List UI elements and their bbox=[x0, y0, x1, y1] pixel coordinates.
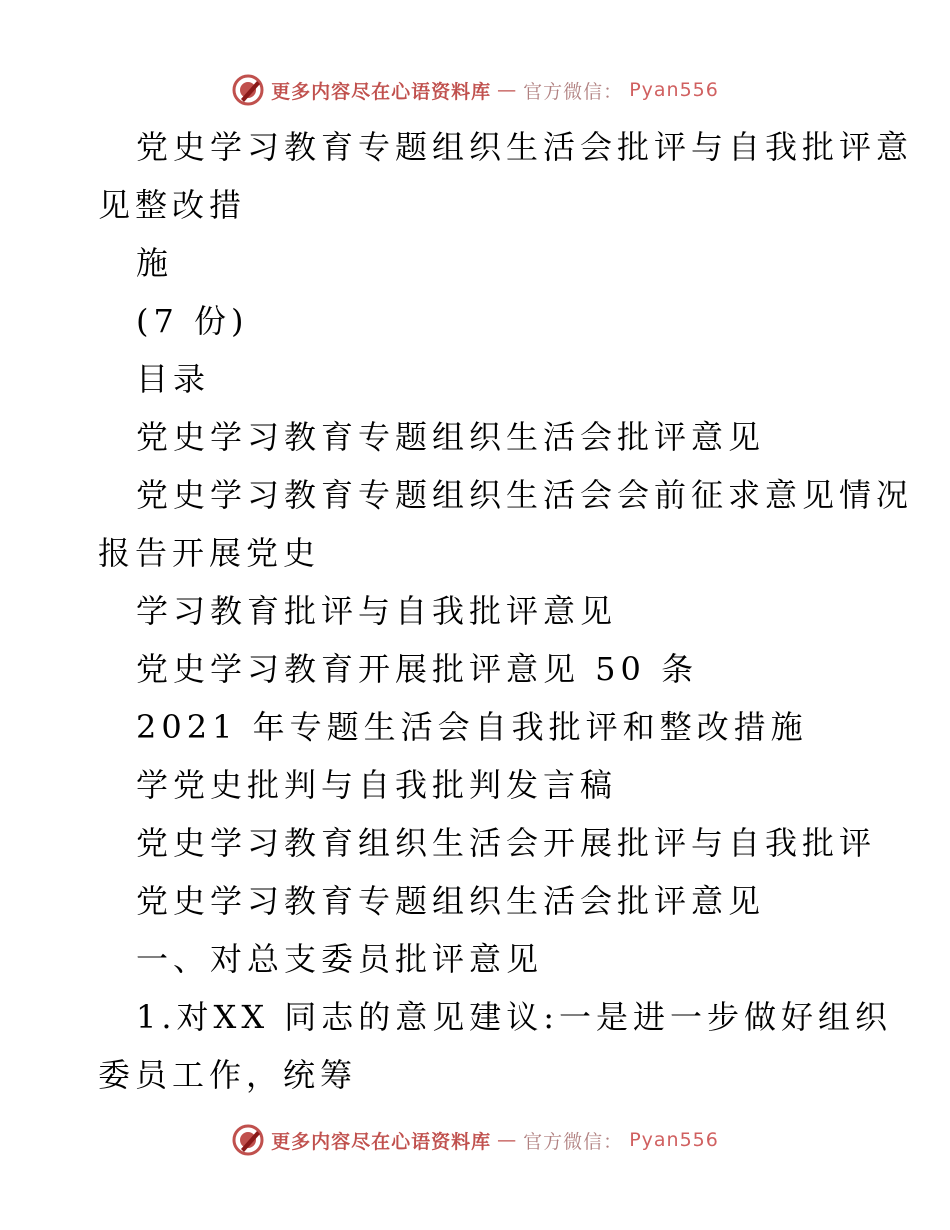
document-line: 学习教育批评与自我批评意见 bbox=[136, 592, 618, 630]
document-line: 目录 bbox=[136, 360, 211, 398]
document-line: 委员工作，统筹 bbox=[98, 1056, 358, 1094]
watermark-side-text: 官方微信： bbox=[523, 1130, 624, 1153]
watermark-wechat-id: Pyan556 bbox=[629, 1129, 719, 1151]
document-line: 党史学习教育组织生活会开展批评与自我批评 bbox=[136, 824, 877, 862]
watermark-main-text: 更多内容尽在心语资料库 bbox=[271, 80, 492, 103]
document-line: 党史学习教育专题组织生活会批评与自我批评意 bbox=[136, 128, 914, 166]
document-line: 党史学习教育开展批评意见 50 条 bbox=[136, 650, 699, 688]
document-line: 施 bbox=[136, 244, 174, 282]
document-line: 一、对总支委员批评意见 bbox=[136, 940, 544, 978]
document-body bbox=[98, 118, 914, 1104]
pen-seal-icon bbox=[231, 1123, 265, 1157]
watermark-wechat-id: Pyan556 bbox=[629, 79, 719, 101]
watermark-dash: — bbox=[497, 1129, 518, 1151]
document-line: 2021 年专题生活会自我批评和整改措施 bbox=[136, 708, 808, 746]
document-line: 党史学习教育专题组织生活会会前征求意见情况 bbox=[136, 476, 914, 514]
watermark-dash: — bbox=[497, 79, 518, 101]
pen-seal-icon bbox=[231, 73, 265, 107]
document-line: 报告开展党史 bbox=[98, 534, 321, 572]
document-line: 见整改措 bbox=[98, 186, 247, 224]
header-watermark bbox=[0, 70, 950, 110]
footer-watermark bbox=[0, 1120, 950, 1160]
document-line: 党史学习教育专题组织生活会批评意见 bbox=[136, 882, 766, 920]
document-line: 党史学习教育专题组织生活会批评意见 bbox=[136, 418, 766, 456]
document-line: 1.对XX 同志的意见建议:一是进一步做好组织 bbox=[136, 998, 893, 1036]
watermark-side-text: 官方微信： bbox=[523, 80, 624, 103]
document-line: (7 份) bbox=[136, 302, 249, 340]
document-line: 学党史批判与自我批判发言稿 bbox=[136, 766, 618, 804]
watermark-main-text: 更多内容尽在心语资料库 bbox=[271, 1130, 492, 1153]
